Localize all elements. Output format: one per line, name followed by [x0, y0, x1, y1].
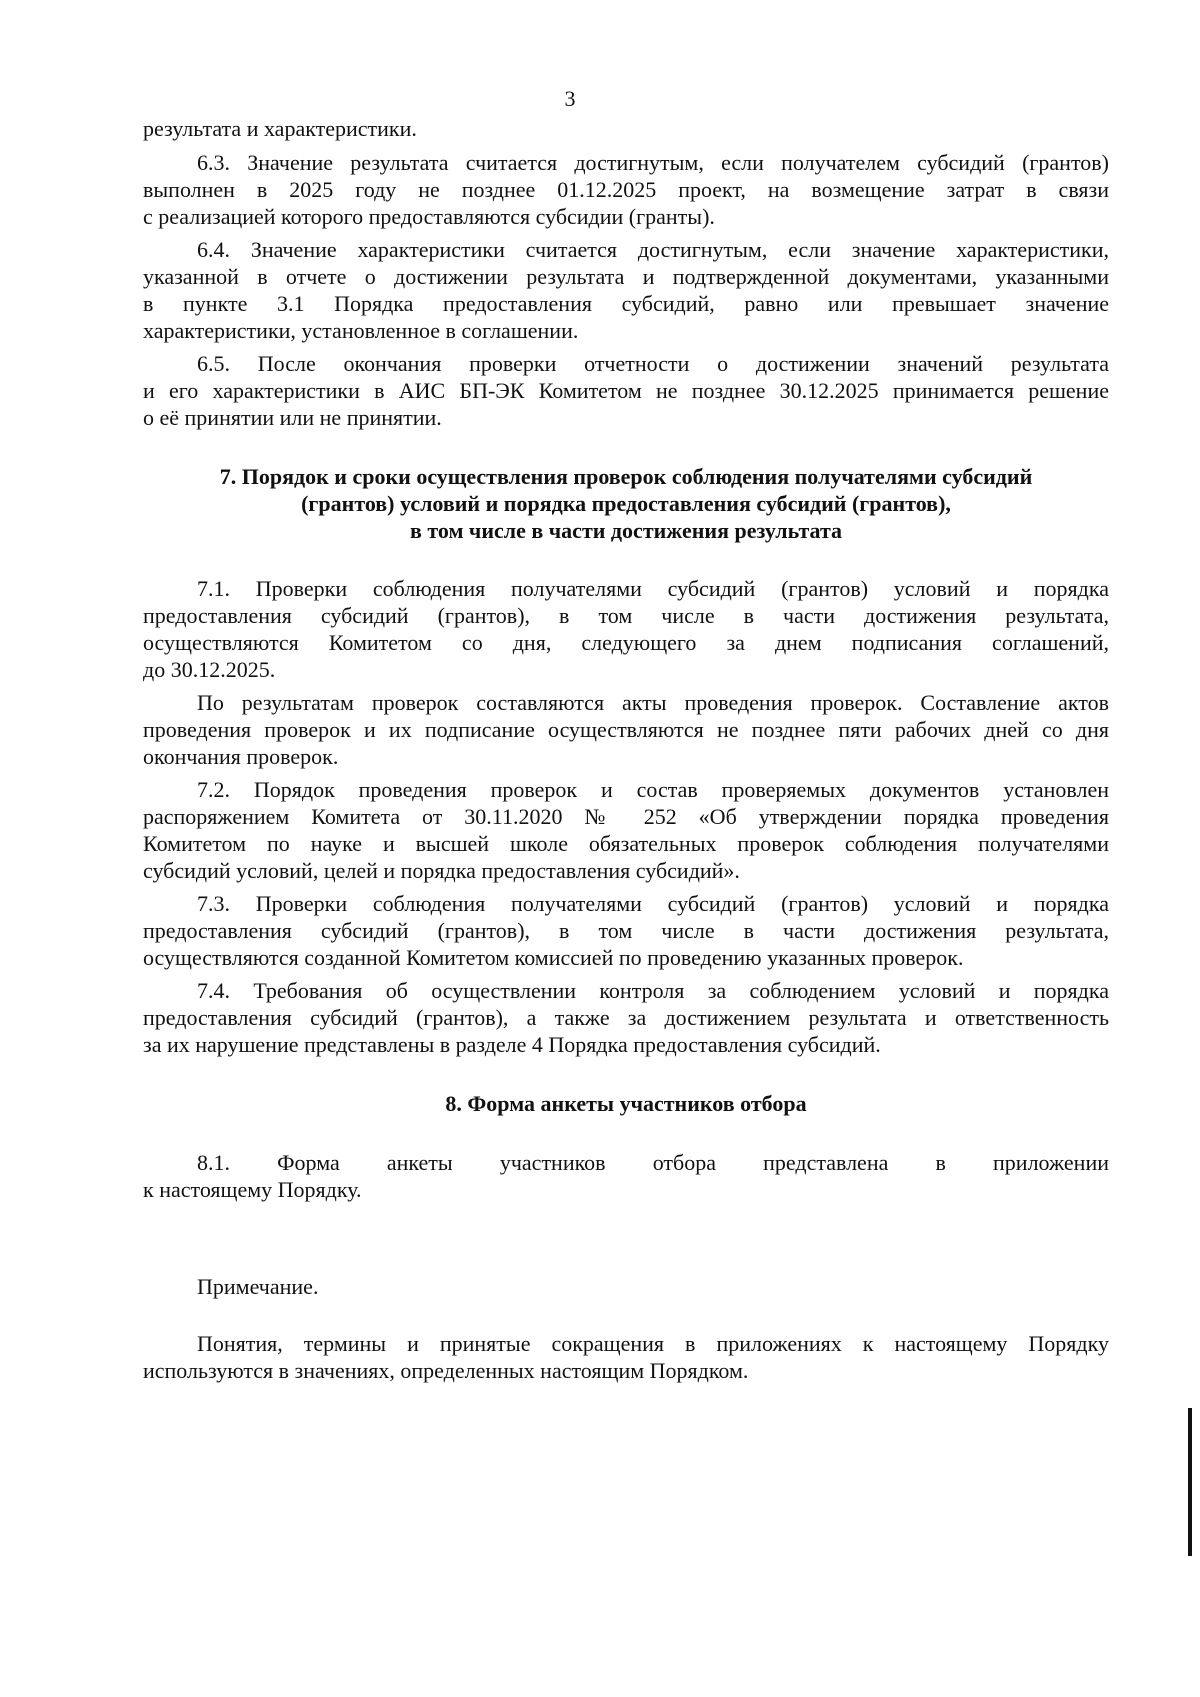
text-line: до 30.12.2025. [143, 657, 276, 682]
text-line: к настоящему Порядку. [143, 1177, 362, 1202]
section-heading: в том числе в части достижения результата [409, 518, 843, 543]
text-line: окончания проверок. [143, 744, 339, 769]
section-heading: (грантов) условий и порядка предоставления субсидий (грантов), [301, 491, 951, 516]
text-line: в пункте 3.1 Порядка предоставления субсидий, равно или превышает значение [143, 291, 1109, 316]
text-line: предоставления субсидий (грантов), в том числе в части достижения результата, [143, 603, 1109, 628]
text-line: 7.1. Проверки соблюдения получателями субсидий (грантов) условий и порядка [197, 576, 1109, 601]
text-line: Комитетом по науке и высшей школе обязательных проверок соблюдения получателями [143, 831, 1109, 856]
scan-edge-mark [1188, 1408, 1192, 1556]
section-heading: 8. Форма анкеты участников отбора [445, 1091, 807, 1116]
text-line: 7.2. Порядок проведения проверок и состав проверяемых документов установлен [197, 777, 1109, 802]
text-line: 8.1. Форма анкеты участников отбора представлена в приложении [197, 1150, 1109, 1175]
text-line: характеристики, установленное в соглашении. [143, 318, 579, 343]
text-line: 6.5. После окончания проверки отчетности о достижении значений результата [197, 351, 1109, 376]
text-line: предоставления субсидий (грантов), в том числе в части достижения результата, [143, 918, 1109, 943]
text-line: проведения проверок и их подписание осуществляются не позднее пяти рабочих дней со дня [143, 717, 1109, 742]
text-line: Понятия, термины и принятые сокращения в приложениях к настоящему Порядку [197, 1331, 1109, 1356]
page-number: 3 [564, 86, 576, 111]
text-line: 6.4. Значение характеристики считается достигнутым, если значение характеристики, [197, 237, 1109, 262]
text-line: о её принятии или не принятии. [143, 405, 442, 430]
text-line: указанной в отчете о достижении результата и подтвержденной документами, указанными [143, 264, 1109, 289]
note-label: Примечание. [197, 1274, 319, 1299]
text-line: 7.4. Требования об осуществлении контроля за соблюдением условий и порядка [197, 978, 1109, 1003]
section-heading: 7. Порядок и сроки осуществления проверок соблюдения получателями субсидий [219, 464, 1033, 489]
text-line: результата и характеристики. [143, 116, 417, 141]
text-line: за их нарушение представлены в разделе 4 Порядка предоставления субсидий. [143, 1032, 881, 1057]
text-line: выполнен в 2025 году не позднее 01.12.2025 проект, на возмещение затрат в связи [143, 177, 1109, 202]
text-line: используются в значениях, определенных настоящим Порядком. [143, 1358, 749, 1383]
text-line: 6.3. Значение результата считается достигнутым, если получателем субсидий (грантов) [197, 150, 1109, 175]
text-line: и его характеристики в АИС БП-ЭК Комитетом не позднее 30.12.2025 принимается решение [143, 378, 1109, 403]
text-line: субсидий условий, целей и порядка предоставления субсидий». [143, 858, 740, 883]
text-line: с реализацией которого предоставляются субсидии (гранты). [143, 204, 715, 229]
text-line: предоставления субсидий (грантов), а также за достижением результата и ответственность [143, 1005, 1109, 1030]
text-line: По результатам проверок составляются акты проведения проверок. Составление актов [197, 690, 1109, 715]
text-line: осуществляются созданной Комитетом комиссией по проведению указанных проверок. [143, 945, 964, 970]
text-line: осуществляются Комитетом со дня, следующего за днем подписания соглашений, [143, 630, 1109, 655]
text-line: распоряжением Комитета от 30.11.2020 № 252 «Об утверждении порядка проведения [143, 804, 1109, 829]
text-line: 7.3. Проверки соблюдения получателями субсидий (грантов) условий и порядка [197, 891, 1109, 916]
